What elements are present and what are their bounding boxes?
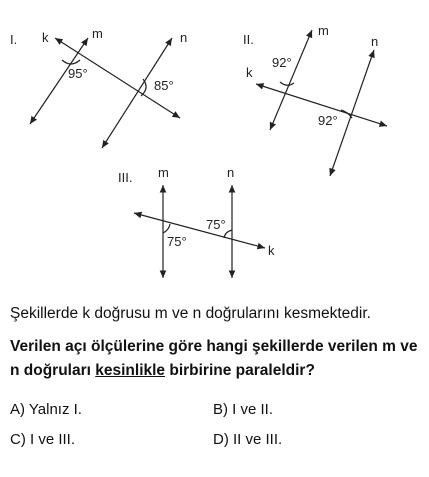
figure-1-numeral: I.	[10, 32, 18, 47]
fig1-angle-a: 95°	[68, 66, 88, 81]
line-n-fig1	[102, 38, 172, 148]
fig1-label-m: m	[92, 26, 103, 41]
problem-statement: Şekillerde k doğrusu m ve n doğrularını kesmektedir.	[10, 305, 371, 322]
angle-arc-fig2-a	[280, 82, 294, 85]
line-k-fig3	[134, 213, 265, 248]
figure-1	[30, 38, 180, 148]
option-b[interactable]: B) I ve II.	[213, 401, 274, 418]
question-text	[10, 335, 429, 383]
option-d[interactable]: D) II ve III.	[213, 431, 283, 448]
fig2-label-k: k	[246, 65, 253, 80]
fig3-angle-a: 75°	[167, 234, 187, 249]
line-m-fig1	[30, 38, 88, 124]
figure-3	[134, 185, 265, 278]
line-m-fig2	[270, 30, 312, 130]
figure-3-numeral: III.	[118, 170, 133, 185]
angle-arc-fig1-a	[62, 60, 80, 64]
figure-2-numeral: II.	[243, 32, 254, 47]
fig1-label-k: k	[42, 30, 49, 45]
fig3-label-k: k	[268, 243, 275, 258]
fig3-label-n: n	[227, 165, 235, 180]
fig2-angle-b: 92°	[318, 113, 338, 128]
option-a[interactable]: A) Yalnız I.	[10, 401, 82, 418]
fig3-label-m: m	[158, 165, 169, 180]
question-keyword: kesinlikle	[95, 362, 166, 379]
angle-arc-fig3-a	[163, 224, 170, 233]
fig1-angle-b: 85°	[154, 78, 174, 93]
figure-2	[256, 30, 387, 176]
question-text-after: birbirine paraleldir?	[165, 362, 315, 379]
fig1-label-n: n	[180, 30, 188, 45]
fig3-angle-b: 75°	[206, 217, 226, 232]
fig2-label-n: n	[371, 34, 379, 49]
fig2-angle-a: 92°	[272, 55, 292, 70]
fig2-label-m: m	[318, 23, 329, 38]
option-c[interactable]: C) I ve III.	[10, 431, 76, 448]
question-text-before: Verilen açı ölçülerine göre hangi şekillerde verilen m ve n doğruları	[10, 338, 418, 379]
